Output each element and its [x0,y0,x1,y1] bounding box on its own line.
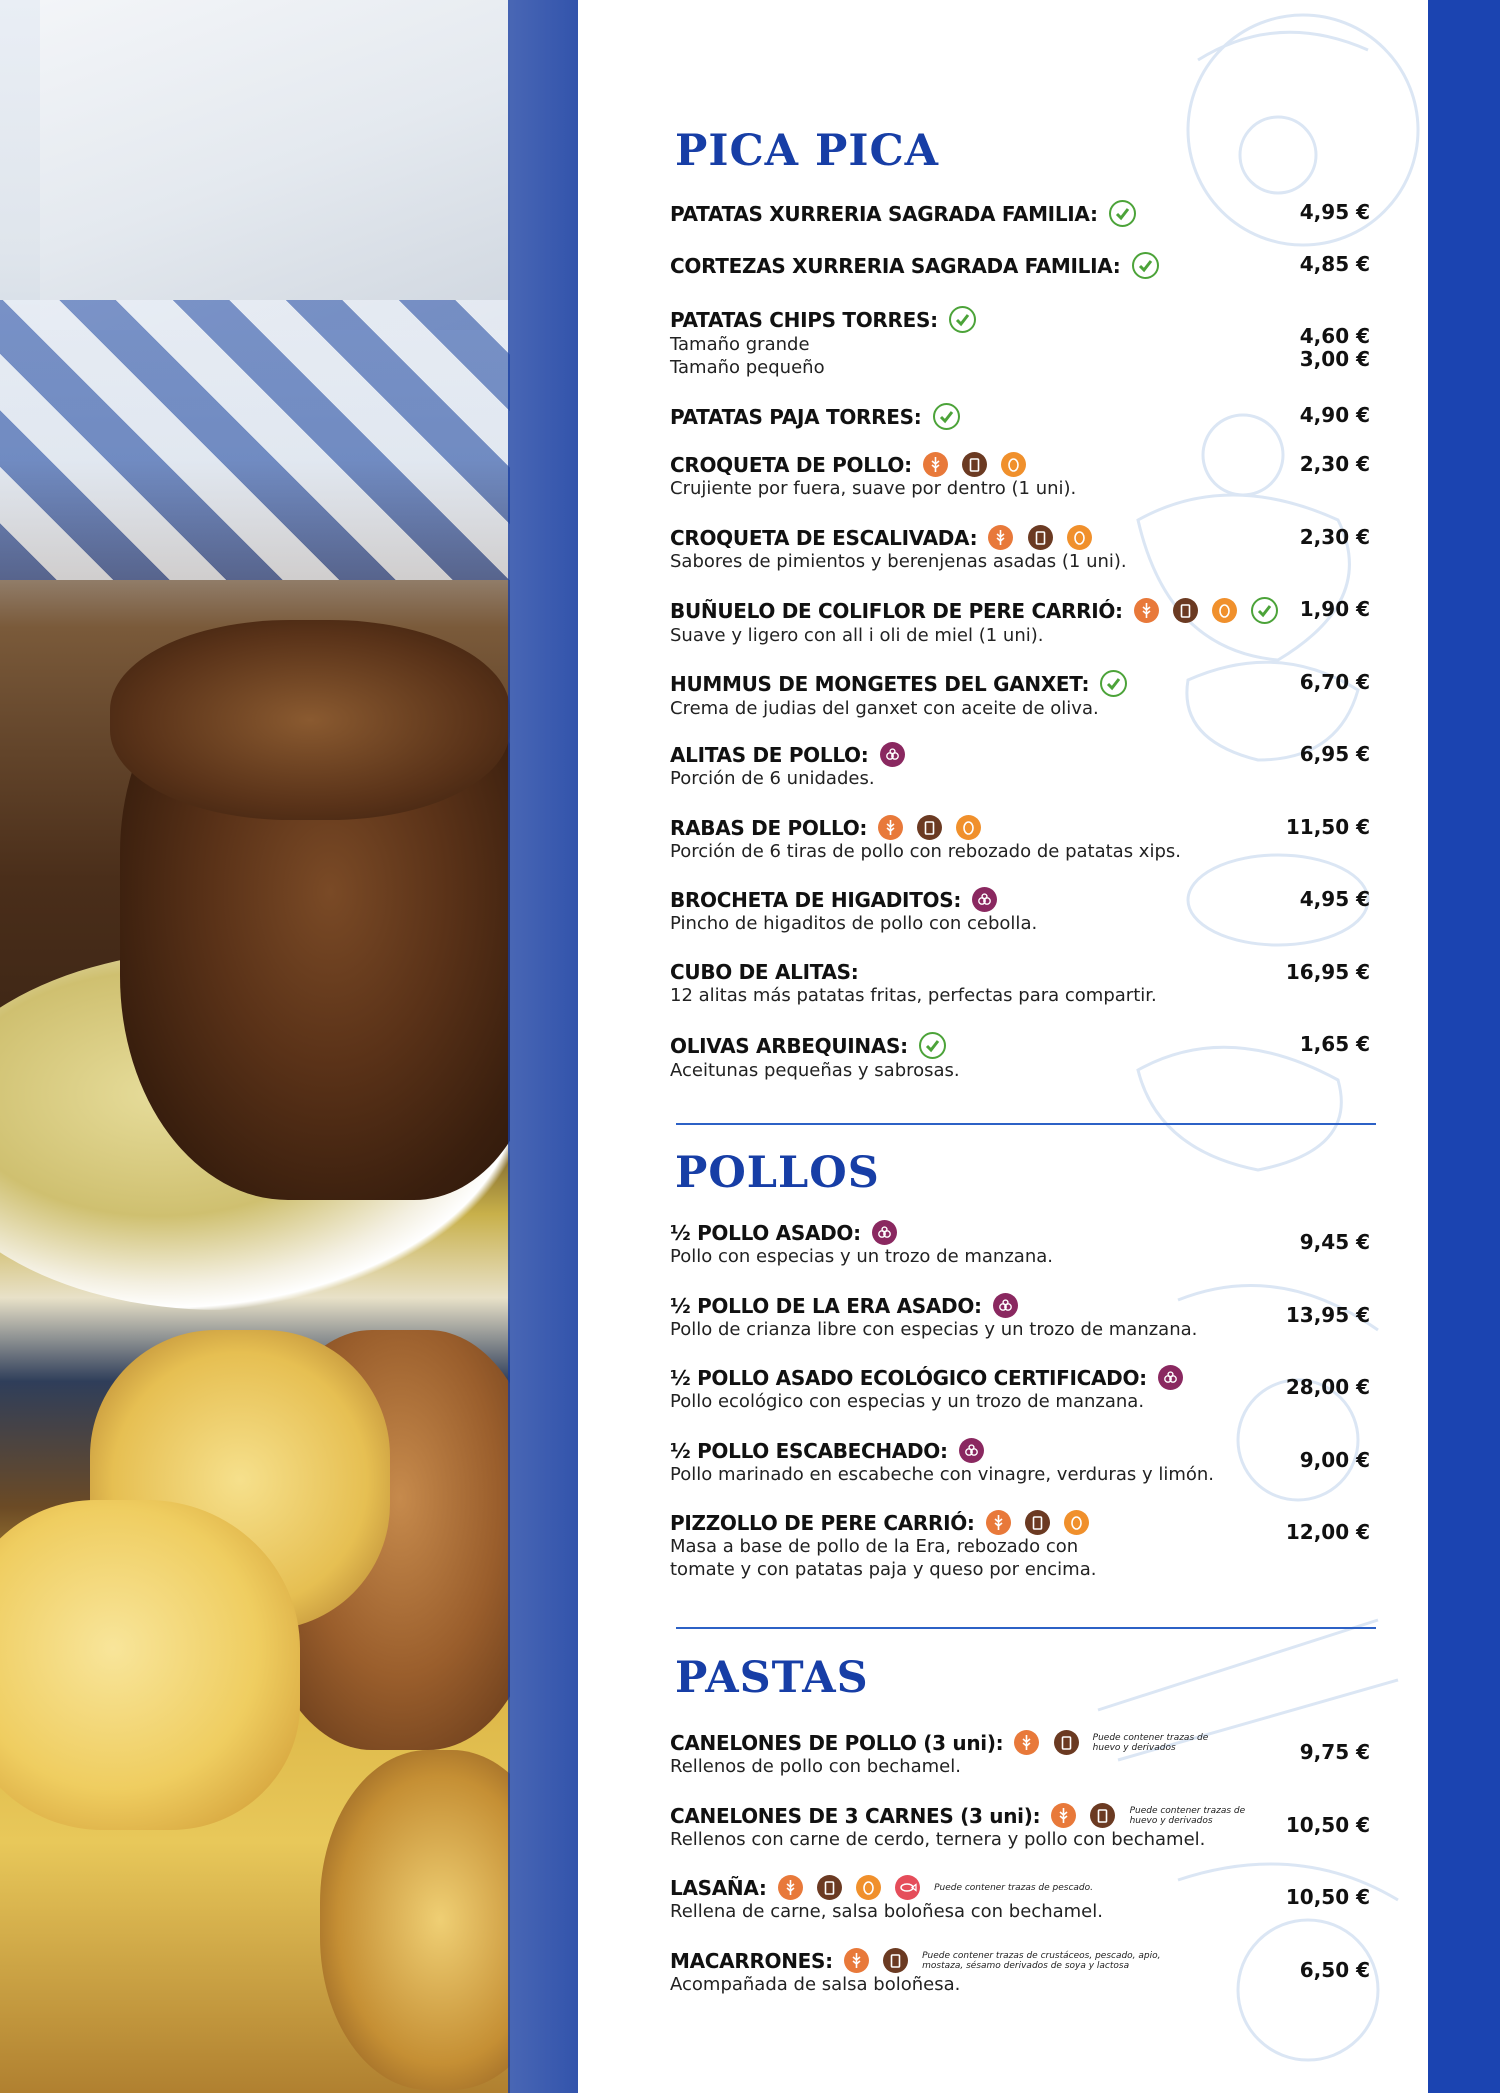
size-small: Tamaño pequeño [670,357,825,378]
item-name: CUBO DE ALITAS: [670,960,859,984]
price-large: 4,60 € [1299,324,1370,348]
gluten-icon [778,1875,803,1900]
sulfites-icon [872,1220,897,1245]
gluten-icon [986,1510,1011,1535]
dairy-icon [1028,525,1053,550]
allergen-icons [972,887,1006,912]
menu-item [670,1220,1370,1268]
item-description: Crujiente por fuera, suave por dentro (1 uni). [670,478,1077,499]
menu-item [670,742,1370,790]
allergen-icons [949,306,985,333]
blue-overlay-band [508,0,578,2093]
menu-item [670,252,1370,279]
egg-icon [1001,452,1026,477]
item-description: 12 alitas más patatas fritas, perfectas para compartir. [670,985,1157,1006]
item-price: 4,85 € [1299,252,1370,276]
size-large: Tamaño grande [670,334,810,355]
allergen-icons [919,1032,955,1059]
item-price: 4,95 € [1299,887,1370,911]
item-price: 16,95 € [1285,960,1370,984]
item-name: CANELONES DE POLLO (3 uni): [670,1730,1004,1755]
gluten-icon [1051,1803,1076,1828]
right-blue-band [1428,0,1500,2093]
egg-icon [1064,1510,1089,1535]
section-title-pica-pica: PICA PICA [675,126,940,176]
allergen-icons [1014,1730,1087,1755]
vegan-icon [949,306,976,333]
section-title-pastas: PASTAS [675,1653,869,1703]
item-price: 2,30 € [1299,452,1370,476]
food-photo [0,0,510,2093]
menu-item [670,306,1370,379]
menu-item [670,1365,1370,1413]
item-name: PATATAS PAJA TORRES: [670,404,922,429]
dairy-icon [1173,598,1198,623]
napkin-shape [40,0,510,330]
menu-item [670,1730,1370,1778]
potato-shape [320,1750,510,2090]
item-name: RABAS DE POLLO: [670,815,868,840]
menu-item [670,403,1370,430]
vegan-icon [1109,200,1136,227]
item-name: LASAÑA: [670,1875,767,1900]
item-price: 10,50 € [1285,1813,1370,1837]
item-description: Porción de 6 tiras de pollo con rebozado de patatas xips. [670,841,1181,862]
dairy-icon [962,452,987,477]
dairy-icon [1025,1510,1050,1535]
item-price: 2,30 € [1299,525,1370,549]
allergen-icons [933,403,969,430]
gluten-icon [1014,1730,1039,1755]
price-small: 3,00 € [1299,347,1370,371]
item-price: 4,95 € [1299,200,1370,224]
vegan-icon [1251,597,1278,624]
allergen-icons [878,815,990,840]
allergen-trace-note: Puede contener trazas de crustáceos, pescado, apio, mostaza, sésamo derivados de soya y lactosa [922,1950,1161,1971]
gluten-icon [1134,598,1159,623]
vegan-icon [919,1032,946,1059]
section-divider [676,1123,1376,1125]
sulfites-icon [972,887,997,912]
item-description: Porción de 6 unidades. [670,768,875,789]
item-name: BUÑUELO DE COLIFLOR DE PERE CARRIÓ: [670,598,1123,623]
menu-item [670,452,1370,500]
item-name: ALITAS DE POLLO: [670,742,869,767]
allergen-trace-note: Puede contener trazas de huevo y derivados [1092,1732,1209,1753]
item-description: Rellenos con carne de cerdo, ternera y pollo con bechamel. [670,1829,1206,1850]
egg-icon [1067,525,1092,550]
item-description: Pollo de crianza libre con especias y un trozo de manzana. [670,1319,1198,1340]
allergen-trace-note: Puede contener trazas de huevo y derivados [1129,1805,1246,1826]
item-description: Pollo marinado en escabeche con vinagre, verduras y limón. [670,1464,1215,1485]
item-description: Pollo ecológico con especias y un trozo de manzana. [670,1391,1145,1412]
menu-item [670,1510,1370,1581]
menu-item [670,1948,1370,1996]
item-name: CANELONES DE 3 CARNES (3 uni): [670,1803,1041,1828]
fish-icon [895,1875,920,1900]
menu-item [670,1803,1370,1851]
menu-item [670,815,1370,863]
allergen-icons [959,1438,993,1463]
item-description: Rellenos de pollo con bechamel. [670,1756,961,1777]
item-description: Suave y ligero con all i oli de miel (1 uni). [670,625,1044,646]
vegan-icon [1132,252,1159,279]
allergen-icons [1134,597,1287,624]
egg-icon [956,815,981,840]
allergen-icons [1109,200,1145,227]
allergen-icons [880,742,914,767]
dairy-icon [883,1948,908,1973]
menu-item [670,1293,1370,1341]
item-name: PIZZOLLO DE PERE CARRIÓ: [670,1510,975,1535]
section-title-pollos: POLLOS [675,1148,880,1198]
section-divider [676,1627,1376,1629]
allergen-trace-note: Puede contener trazas de pescado. [934,1882,1093,1893]
item-price: 11,50 € [1285,815,1370,839]
item-name: CORTEZAS XURRERIA SAGRADA FAMILIA: [670,253,1121,278]
potato-shape [0,1500,300,1830]
vegan-icon [1100,670,1127,697]
sulfites-icon [1158,1365,1183,1390]
allergen-icons [1132,252,1168,279]
sulfites-icon [880,742,905,767]
allergen-icons [986,1510,1098,1535]
allergen-icons [1100,670,1136,697]
dairy-icon [1090,1803,1115,1828]
item-price: 10,50 € [1285,1885,1370,1909]
item-name: ½ POLLO ESCABECHADO: [670,1438,948,1463]
menu-item [670,1032,1370,1082]
menu-item [670,960,1370,1007]
item-price: 9,75 € [1299,1740,1370,1764]
item-price: 6,50 € [1299,1958,1370,1982]
item-price: 12,00 € [1285,1520,1370,1544]
gluten-icon [878,815,903,840]
allergen-icons [844,1948,917,1973]
item-price: 1,90 € [1299,597,1370,621]
menu-item [670,597,1370,647]
allergen-icons [872,1220,906,1245]
dairy-icon [817,1875,842,1900]
allergen-icons [778,1875,929,1900]
item-description: Masa a base de pollo de la Era, rebozado con tomate y con patatas paja y queso por encima. [670,1536,1097,1580]
item-name: ½ POLLO ASADO ECOLÓGICO CERTIFICADO: [670,1365,1147,1390]
allergen-icons [923,452,1035,477]
item-price: 6,95 € [1299,742,1370,766]
item-name: PATATAS XURRERIA SAGRADA FAMILIA: [670,201,1098,226]
item-name: CROQUETA DE POLLO: [670,452,912,477]
egg-icon [856,1875,881,1900]
menu-item [670,200,1370,227]
item-price: 1,65 € [1299,1032,1370,1056]
egg-icon [1212,598,1237,623]
vegan-icon [933,403,960,430]
item-name: HUMMUS DE MONGETES DEL GANXET: [670,671,1090,696]
item-name: BROCHETA DE HIGADITOS: [670,887,962,912]
item-price: 13,95 € [1285,1303,1370,1327]
item-description: Pincho de higaditos de pollo con cebolla. [670,913,1038,934]
item-name: PATATAS CHIPS TORRES: [670,307,938,332]
item-price: 6,70 € [1299,670,1370,694]
chicken-wing-shape [110,620,510,820]
allergen-icons [988,525,1100,550]
item-name: ½ POLLO DE LA ERA ASADO: [670,1293,982,1318]
item-name: MACARRONES: [670,1948,833,1973]
menu-item [670,1438,1370,1486]
item-description: Crema de judias del ganxet con aceite de oliva. [670,698,1099,719]
menu-content [578,0,1428,2093]
item-description: Pollo con especias y un trozo de manzana. [670,1246,1053,1267]
menu-item [670,670,1370,720]
allergen-icons [1051,1803,1124,1828]
dairy-icon [1054,1730,1079,1755]
gluten-icon [923,452,948,477]
gluten-icon [844,1948,869,1973]
menu-item [670,1875,1370,1923]
item-name: ½ POLLO ASADO: [670,1220,861,1245]
item-description: Acompañada de salsa boloñesa. [670,1974,961,1995]
item-price: 9,00 € [1299,1448,1370,1472]
item-description: Sabores de pimientos y berenjenas asadas (1 uni). [670,551,1127,572]
allergen-icons [1158,1365,1192,1390]
item-price: 4,90 € [1299,403,1370,427]
dairy-icon [917,815,942,840]
item-name: OLIVAS ARBEQUINAS: [670,1033,908,1058]
menu-item [670,887,1370,935]
allergen-icons [993,1293,1027,1318]
item-description: Rellena de carne, salsa boloñesa con bechamel. [670,1901,1103,1922]
item-price: 9,45 € [1299,1230,1370,1254]
gluten-icon [988,525,1013,550]
item-description: Aceitunas pequeñas y sabrosas. [670,1060,960,1081]
menu-item [670,525,1370,573]
item-price: 28,00 € [1285,1375,1370,1399]
item-name: CROQUETA DE ESCALIVADA: [670,525,978,550]
sulfites-icon [959,1438,984,1463]
tablecloth-pattern [0,300,510,580]
sulfites-icon [993,1293,1018,1318]
